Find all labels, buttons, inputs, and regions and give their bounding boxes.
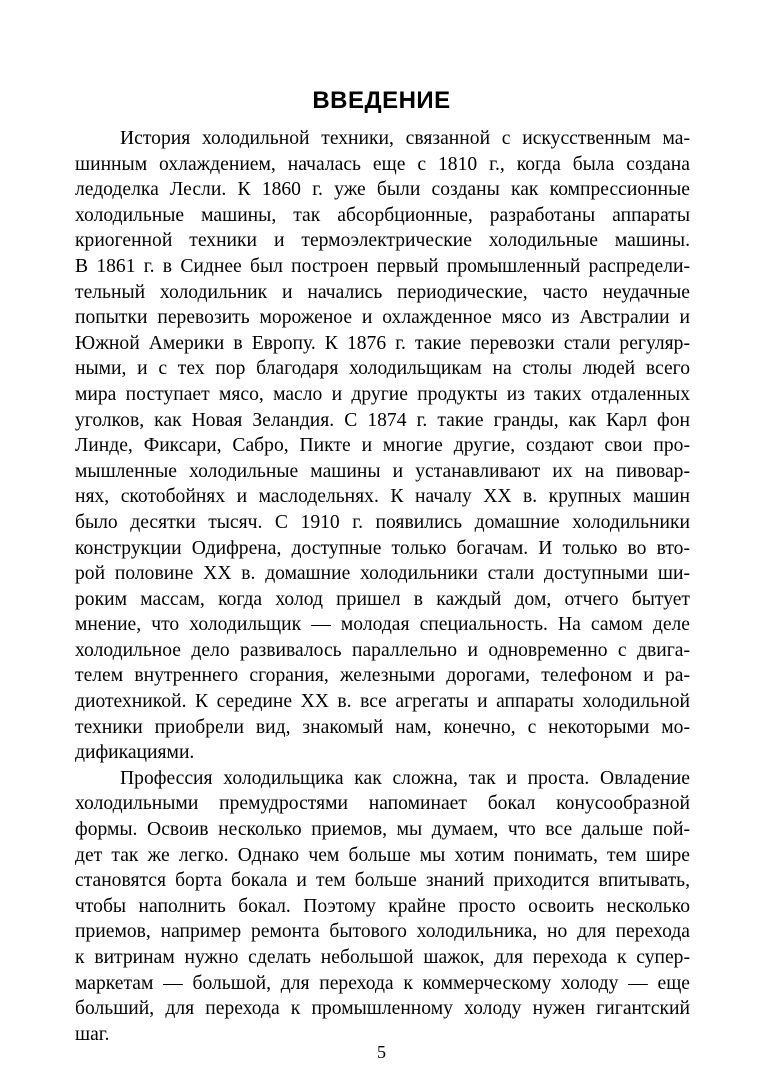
paragraph-line: тельный холодильник и начались периодические, часто неудачные — [75, 281, 690, 303]
paragraph-line: было десятки тысяч. С 1910 г. появились домашние холодильники — [75, 511, 690, 533]
paragraph-line: дификациями. — [75, 742, 195, 764]
paragraph-line: мышленные холодильные машины и устанавливают их на пивовар- — [75, 460, 690, 482]
paragraph-line: мира поступает мясо, масло и другие продукты из таких отдаленных — [75, 383, 690, 405]
paragraph-line: Профессия холодильщика как сложна, так и проста. Овладение — [120, 767, 690, 789]
paragraph-line: формы. Освоив несколько приемов, мы думаем, что все дальше пой- — [75, 819, 690, 841]
paragraph-line: ными, и с тех пор благодаря холодильщикам на столы людей всего — [75, 358, 690, 380]
paragraph-line: к витринам нужно сделать небольшой шажок, для перехода к супер- — [75, 947, 690, 968]
paragraph-line: ледоделка Лесли. К 1860 г. уже были созданы как компрессионные — [75, 179, 690, 201]
paragraph-line: маркетам — большой, для перехода к коммерческому холоду — еще — [75, 972, 690, 994]
paragraph-line: холодильные машины, так абсорбционные, разработаны аппараты — [75, 204, 690, 226]
paragraph-line: телем внутреннего сгорания, железными дорогами, телефоном и ра- — [75, 665, 690, 687]
paragraph-line: конструкции Одифрена, доступные только богачам. И только во вто- — [75, 537, 690, 559]
page-title: ВВЕДЕНИЕ — [312, 87, 451, 114]
paragraph-line: уголков, как Новая Зеландия. С 1874 г. такие гранды, как Карл фон — [75, 409, 690, 431]
paragraph-line: диотехникой. К середине XX в. все агрегаты и аппараты холодильной — [75, 691, 690, 713]
paragraph-line: мнение, что холодильщик — молодая специальность. На самом деле — [75, 614, 690, 636]
paragraph-line: История холодильной техники, связанной с искусственным ма- — [120, 128, 690, 149]
paragraph-line: техники приобрели вид, знакомый нам, конечно, с некоторыми мо- — [75, 716, 690, 738]
page-number: 5 — [377, 1042, 386, 1062]
paragraph-line: дет так же легко. Однако чем больше мы хотим понимать, тем шире — [75, 844, 690, 866]
paragraph-line: приемов, например ремонта бытового холодильника, но для перехода — [75, 921, 690, 943]
paragraph-line: рой половине XX в. домашние холодильники стали доступными ши- — [75, 563, 690, 585]
paragraph-line: Южной Америки в Европу. К 1876 г. такие перевозки стали регуляр- — [75, 332, 690, 354]
paragraph-line: больший, для перехода к промышленному холоду нужен гигантский — [75, 998, 690, 1020]
paragraph-line: криогенной техники и термоэлектрические холодильные машины. — [75, 230, 690, 252]
paragraph-line: шаг. — [75, 1023, 110, 1045]
paragraph-line: шинным охлаждением, началась еще с 1810 г., когда была создана — [75, 153, 690, 175]
paragraph-profession — [75, 766, 690, 1048]
paragraph-line: чтобы наполнить бокал. Поэтому крайне просто освоить несколько — [75, 895, 690, 917]
paragraph-line: В 1861 г. в Сиднее был построен первый промышленный распредели- — [75, 255, 690, 277]
paragraph-line: нях, скотобойнях и маслодельнях. К началу XX в. крупных машин — [75, 486, 690, 508]
body-text — [75, 126, 690, 1047]
paragraph-line: холодильное дело развивалось параллельно и одновременно с двига- — [75, 639, 690, 661]
paragraph-line: холодильными премудростями напоминает бокал конусообразной — [75, 793, 690, 815]
paragraph-line: попытки перевозить мороженое и охлажденное мясо из Австралии и — [75, 307, 690, 329]
paragraph-line: становятся борта бокала и тем больше знаний приходится впитывать, — [75, 870, 690, 892]
paragraph-line: Линде, Фиксари, Сабро, Пикте и многие другие, создают свои про- — [75, 435, 690, 457]
paragraph-line: роким массам, когда холод пришел в каждый дом, отчего бытует — [75, 588, 690, 610]
paragraph-history — [75, 126, 690, 766]
